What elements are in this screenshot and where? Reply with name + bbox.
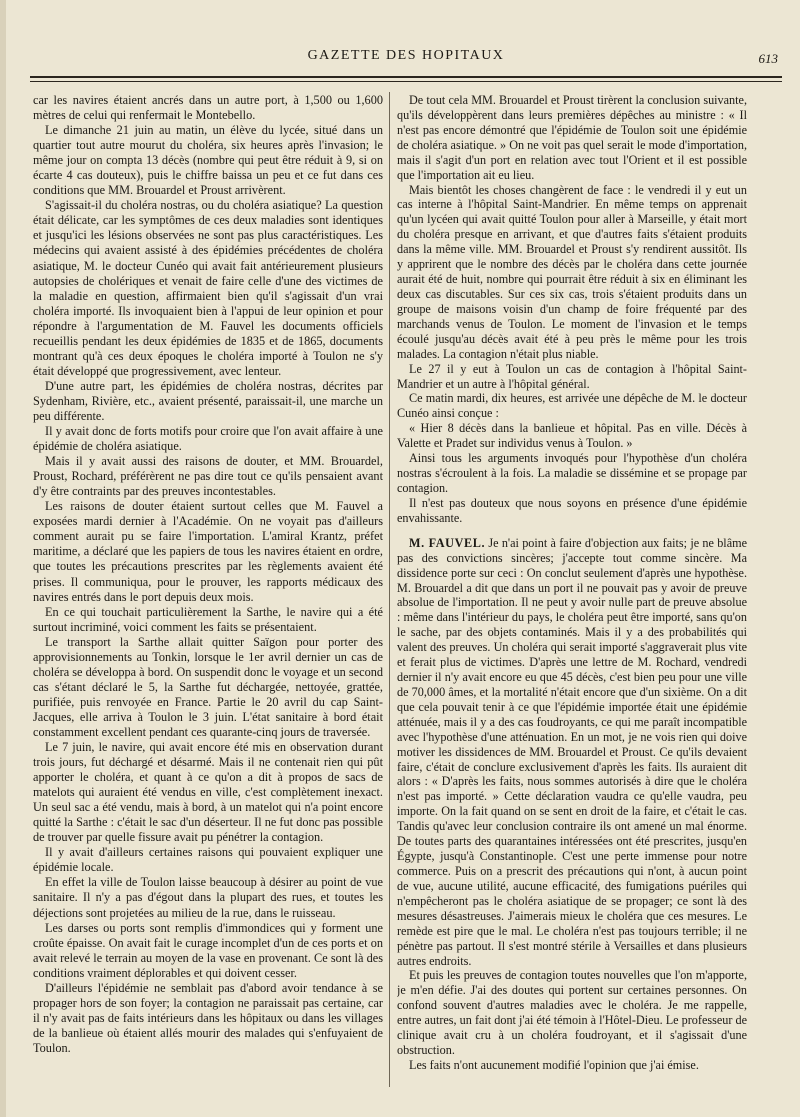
left-column — [33, 93, 383, 1088]
paragraph: Mais il y avait aussi des raisons de douter, et MM. Brouardel, Proust, Rochard, préférèrent ne pas dire tout ce qu'ils pensaient avant d'y être contraints par des preuves incontestables. — [33, 454, 383, 499]
paragraph: En effet la ville de Toulon laisse beaucoup à désirer au point de vue sanitaire. Il n'y a pas d'égout dans la plupart des rues, et toutes les déjections sont projetées au milieu de la rue, dans le ruisseau. — [33, 875, 383, 920]
column-divider — [389, 92, 390, 1087]
paragraph: Il n'est pas douteux que nous soyons en présence d'une épidémie envahissante. — [397, 495, 747, 525]
paragraph: D'ailleurs l'épidémie ne semblait pas d'abord avoir tendance à se propager hors de son foyer; la contagion ne paraissait pas certaine, car il n'y avait pas de faits intérieurs dans les hôpitaux ou dans les villages de la banlieue où étaient allés mourir des malades qui s'enfuyaient de Toulon. — [33, 980, 383, 1055]
speech-text: Je n'ai point à faire d'objection aux faits; je ne blâme pas des convictions sincères; j'accepte tout comme sincère. Ma dissidence porte sur ceci : On conclut seulement d'après une hypothèse. M. Brouardel a dit que dans un port il ne pouvait pas y avoir de preuve absolue de l'importation. Il ne peut y avoir nulle part de preuve absolue : même dans l'intérieur du pays, le choléra peut être importé, sans qu'on le sache, par des objets contaminés. Mais il y a des probabilités qui valent des preuves. Un choléra qui serait importé s'aggraverait plus vite et ferait plus de victimes. D'après une lettre de M. Rochard, vendredi dernier il n'y avait encore eu que 45 décès, c'est bien peu pour une ville de 70,000 âmes, et la mortalité n'était encore que d'un sixième. On a dit que cela pouvait tenir à ce que l'épidémie importée était une épidémie atténuée, mais il y a des cas foudroyants, ce qui me paraît incompatible avec l'hypothèse d'une atténuation. En un mot, je ne vois rien qui doive motiver les dissidences de MM. Brouardel et Proust. Ce qu'ils devaient faire, c'était de conclure exclusivement d'après les faits. Ils auraient dit alors : « D'après les faits, nous sommes autorisés à dire que le choléra n'est pas importé. » Cette déclaration vaudra ce qu'elle vaudra, peu importe. On la fait quand on se sent en droit de la faire, et c'était le cas. Tandis qu'avec leur conclusion contraire ils ont amené un mal énorme. De toutes parts des quarantaines intéressées ont été prescrites, jusqu'en Égypte, jusqu'à Constantinople. C'est une perte immense pour notre commerce. Puis on a prescrit des précautions qui n'ont, à aucun point de vue, aucune utilité, aucune efficacité, des fumigations puériles qui n'empêcheront pas le choléra asiatique de se propager; ce sont là des mesures désastreuses. J'aimerais mieux le choléra que ces mesures. Le remède est pire que le mal. Le choléra n'est pas toujours terrible; il ne pénètre pas partout. Il s'est montré stérile à Versailles et dans plusieurs autres endroits. — [397, 535, 747, 968]
paragraph: car les navires étaient ancrés dans un autre port, à 1,500 ou 1,600 mètres de celui qui renfermait le Montebello. — [33, 93, 383, 123]
quoted-telegram: « Hier 8 décès dans la banlieue et hôpital. Pas en ville. Décès à Valette et Pradet sur individus venus à Toulon. » — [397, 421, 747, 451]
paragraph: Le 27 il y eut à Toulon un cas de contagion à l'hôpital Saint-Mandrier et un autre à l'hôpital général. — [397, 361, 747, 391]
page-number: 613 — [758, 51, 778, 66]
paragraph: Il y avait donc de forts motifs pour croire que l'on avait affaire à une épidémie de choléra asiatique. — [33, 424, 383, 454]
paragraph: Le transport la Sarthe allait quitter Saïgon pour porter des approvisionnements au Tonkin, lorsque le 1er avril dernier un cas de choléra se développa à bord. On suspendit donc le voyage et un second cas s'étant déclaré le 5, la Sarthe fut déchargée, nettoyée, grattée, purifiée, puis renvoyée en France. Partie le 20 avril du cap Saint-Jacques, elle arriva à Toulon le 3 juin. L'état sanitaire à bord était constamment excellent pendant ces quarante-cinq jours de traversée. — [33, 634, 383, 739]
paragraph: D'une autre part, les épidémies de choléra nostras, décrites par Sydenham, Rivière, etc., avaient présenté, paraissait-il, une marche un peu différente. — [33, 378, 383, 423]
paragraph: Le dimanche 21 juin au matin, un élève du lycée, situé dans un quartier tout autre mourut du choléra, six heures après l'invasion; le même jour on compta 13 décès (nombre qui peut être réduit à 9, si on écarte 4 cas douteux), puis le chiffre baissa un peu et ce fut dans ces conditions que MM. Brouardel et Proust arrivèrent. — [33, 123, 383, 198]
paragraph: Il y avait d'ailleurs certaines raisons qui pouvaient expliquer une épidémie locale. — [33, 845, 383, 875]
page-header — [30, 48, 782, 74]
paragraph: S'agissait-il du choléra nostras, ou du choléra asiatique? La question était délicate, car les symptômes de ces deux maladies sont identiques et jusqu'ici les lésions observées ne sont pas plus caractéristiques. Les médecins qui avaient assisté à des épidémies précédentes de choléra asiatique, M. le docteur Cunéo qui avait fait antérieurement plusieurs autopsies de cholériques et venait de faire celle d'une des victimes de la maladie en question, affirmaient bien qu'il s'agissait d'un vrai choléra importé. Ils invoquaient bien à l'appui de leur opinion et pour répondre à l'argumentation de M. Fauvel les documents officiels recueillis pendant les deux épidémies de 1835 et de 1865, documents montrant qu'à ces deux époques le choléra importé à Toulon ne s'y était développé que progressivement, avec lenteur. — [33, 198, 383, 378]
page-binding-edge — [0, 0, 6, 1117]
paragraph: Les darses ou ports sont remplis d'immondices qui y forment une croûte épaisse. On avait fait le curage incomplet d'un de ces ports et on avait relevé le terrain au moyen de la vase en provenant. Ce sont là des conditions vraiment déplorables et qui doivent cesser. — [33, 920, 383, 980]
journal-title: GAZETTE DES HOPITAUX — [307, 48, 505, 63]
paragraph: Le 7 juin, le navire, qui avait encore été mis en observation durant trois jours, fut déchargé et désarmé. Mais il ne contenait rien qui pût apporter le choléra, et quant à ce qu'on a dit à propos de sacs de matelots qui auraient été vendus en ville, c'est complètement inexact. Un seul sac a été vendu, mais à bord, à un matelot qui n'a point encore quitté la Sarthe : c'était le sac d'un déserteur. Il ne fut donc pas possible de trouver par quelle fissure avait pu pénétrer la contagion. — [33, 740, 383, 845]
header-rule-thick — [30, 76, 782, 78]
paragraph: Les faits n'ont aucunement modifié l'opinion que j'ai émise. — [409, 1058, 699, 1072]
speaker-name: M. FAUVEL. — [409, 535, 486, 550]
paragraph: Et puis les preuves de contagion toutes nouvelles que l'on m'apporte, je m'en défie. J'ai des doutes qui portent sur certaines personnes. On confond souvent d'autres maladies avec le choléra. Je me rappelle, entre autres, un fait dont j'ai été témoin à l'Hôtel-Dieu. Le professeur de clinique avait cru à un choléra foudroyant, et il s'agissait d'une obstruction. — [397, 968, 747, 1058]
paragraph: Mais bientôt les choses changèrent de face : le vendredi il y eut un cas interne à l'hôpital Saint-Mandrier. En même temps on apprenait qu'un lycéen qui avait quitté Toulon pour aller à Marseille, y était mort du choléra presque en arrivant, et que d'autres faits s'étaient produits dans la même ville. MM. Brouardel et Proust s'y rendirent aussitôt. Ils y apprirent que le nombre des décès par le choléra dans cette journée aurait été de huit, nombre qui pourrait être réduit à six en éliminant les deux cas discutables. Sur ces six cas, trois s'étaient produits dans un groupe de maisons voisin d'un champ de foire fréquenté par des marchands venus de Toulon. Le moment de l'invasion et le temps écoulé jusqu'au décès avait été à peu près le même pour les trois malades. La contagion n'était plus niable. — [397, 182, 747, 361]
paragraph: Les raisons de douter étaient surtout celles que M. Fauvel a exposées mardi dernier à l'Académie. On ne voyait pas d'ailleurs comment aurait pu se faire l'importation. L'amiral Krantz, préfet maritime, a déclaré que les papiers de tous les navires étaient en ordre, que toutes les précautions prescrites par les règlements avaient été prises. Il communiqua, pour le prouver, les rapports médicaux des navires entrés dans le port depuis deux mois. — [33, 499, 383, 604]
paragraph: Ainsi tous les arguments invoqués pour l'hypothèse d'un choléra nostras s'écroulent à la fois. La maladie se dissémine et se propage par contagion. — [397, 451, 747, 495]
paragraph: De tout cela MM. Brouardel et Proust tirèrent la conclusion suivante, qu'ils développèrent dans leurs premières dépêches au ministre : « Il n'est pas encore démontré que l'épidémie de Toulon soit une épidémie de choléra asiatique. » On ne voit pas quel serait le mode d'importation, mais il s'agit d'un port en relation avec tout l'Orient et il est possible que l'importation ait eu lieu. — [397, 93, 747, 182]
header-rule-thin — [30, 81, 782, 82]
right-column — [397, 93, 747, 1088]
speech-paragraph — [397, 536, 747, 969]
paragraph: Ce matin mardi, dix heures, est arrivée une dépêche de M. le docteur Cunéo ainsi conçue : — [397, 391, 747, 421]
paragraph: En ce qui touchait particulièrement la Sarthe, le navire qui a été surtout incriminé, voici comment les faits se présentaient. — [33, 604, 383, 634]
